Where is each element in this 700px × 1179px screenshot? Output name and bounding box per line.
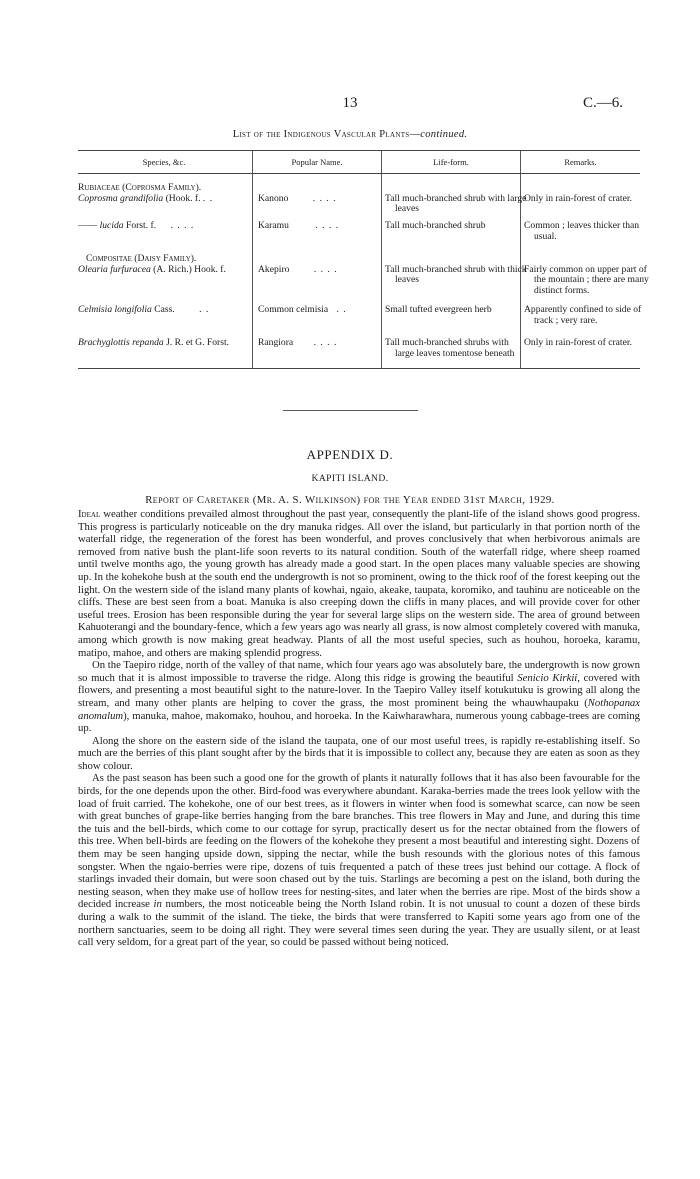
column-divider bbox=[520, 150, 521, 368]
remarks-cell: Apparently confined to side of track ; very rare. bbox=[524, 304, 642, 326]
section-divider bbox=[283, 410, 418, 411]
paragraph-text: , covered with flowers, and presenting a most beautiful sight to the nature-lover. In the Taepiro Valley itself kotukutuku is growing all along the stream, and many other plants are helping to cover the grass, the most prominent being the whauwhaupaku ( bbox=[78, 671, 640, 709]
species-cell bbox=[78, 305, 250, 316]
table-bottom-rule bbox=[78, 368, 640, 369]
popular-name: Common celmisia bbox=[258, 304, 329, 315]
popular-name-cell bbox=[258, 265, 378, 276]
paragraph bbox=[78, 508, 640, 659]
report-body bbox=[78, 508, 640, 949]
life-form-cell: Tall much-branched shrub bbox=[385, 220, 486, 231]
remarks-cell: Common ; leaves thicker than usual. bbox=[524, 220, 640, 242]
appendix-heading: APPENDIX D. bbox=[306, 447, 394, 462]
popular-name: Rangiora bbox=[258, 337, 294, 348]
paragraph bbox=[78, 659, 640, 735]
italic-word: in bbox=[153, 898, 162, 911]
species-cell bbox=[78, 221, 250, 232]
species-italic: Senicio Kirkii bbox=[517, 671, 578, 684]
species-cell bbox=[78, 254, 250, 275]
remarks-cell: Only in rain-forest of crater. bbox=[524, 192, 632, 204]
popular-name-cell bbox=[258, 305, 378, 316]
species-cell bbox=[78, 183, 250, 204]
family-heading: Rubiaceae (Coprosma Family). bbox=[78, 182, 202, 193]
table-title-main: List of the Indigenous Vascular Plants— bbox=[232, 129, 421, 140]
life-form-cell: Tall much-branched shrub with large leaves bbox=[385, 192, 527, 215]
species-name: Brachyglottis repanda bbox=[78, 337, 164, 348]
column-divider bbox=[252, 150, 253, 368]
plants-table bbox=[78, 150, 649, 359]
paragraph-text: On the Taepiro ridge, north of the valley of that name, which four years ago was absolutely bare, the undergrowth is now grown so much that it is almost impossible to traverse the ridge. Along this ridge is growing the beautiful bbox=[78, 659, 640, 684]
life-form-cell: Tall much-branched shrubs with large leaves tomentose beneath bbox=[385, 337, 515, 359]
popular-name: Kanono bbox=[258, 192, 289, 204]
species-authority: Cass. bbox=[154, 304, 175, 315]
remarks-cell: Fairly common on upper part of the mountain ; there are many distinct forms. bbox=[524, 263, 649, 296]
leader-dots: . . . . bbox=[313, 337, 338, 348]
leader-dots: . . . . bbox=[315, 220, 340, 231]
leader-dots: . . . . bbox=[312, 192, 337, 204]
column-header-life-form: Life-form. bbox=[433, 157, 469, 167]
paragraph-text: numbers, the most noticeable being the North Island robin. It is not unusual to count a dozen of these birds during a walk to the summit of the island. The tieke, the birds that were transferred to Kapiti some years ago from one of the northern sanctuaries, seem to be doing all right. They were several times seen during the year. They are usually silent, or at least call very seldom, for a great part of the year, so could be passed without being noticed. bbox=[78, 898, 640, 949]
report-title: Report of Caretaker (Mr. A. S. Wilkinson) for the Year ended 31st March, 1929. bbox=[145, 494, 555, 506]
paragraph bbox=[78, 772, 640, 948]
column-header-remarks: Remarks. bbox=[564, 157, 597, 167]
species-cell bbox=[78, 338, 260, 349]
life-form-cell: Tall much-branched shrub with thick leaves bbox=[385, 263, 527, 286]
island-heading: KAPITI ISLAND. bbox=[311, 473, 389, 484]
table-title bbox=[0, 129, 700, 140]
popular-name: Akepiro bbox=[258, 263, 290, 275]
species-authority: (A. Rich.) Hook. f. bbox=[153, 263, 226, 275]
species-authority: (Hook. f. bbox=[165, 192, 201, 204]
column-divider bbox=[381, 150, 382, 368]
column-header-species: Species, &c. bbox=[142, 157, 186, 167]
leader-dots: . . bbox=[336, 304, 347, 315]
leader-dots: . . . . bbox=[170, 220, 195, 231]
remarks-cell: Only in rain-forest of crater. bbox=[524, 337, 632, 348]
paragraph-text: weather conditions prevailed almost throughout the past year, consequently the plant-life of the island shows good progress. This progress is particularly noticeable on the dry manuka ridges. All over the island, but particularly in that portion north of the waterfall ridge, the regeneration of the forest has been wonderful, and proves conclusively that when herbivorous animals are removed from native bush the plant-life soon reverts to its natural condition. South of the waterfall ridge, where sheep roamed until twelve months ago, the young growth has already made a good start. In the open places many valuable species are showing up. In the kohekohe bush at the south end the undergrowth is not so prominent, owing to the thick roof of the forest keeping out the light. On the western side of the island many plants of kowhai, ngaio, akeake, taupata, koromiko, and tauhinu are noticeable on the cliffs. These are best seen from a boat. Manuka is also creeping down the cliffs in many places, and will provide cover for other useful trees. Erosion has been responsible during the year for several large slips on the western side. The area of ground between Kahuoterangi and the boundary-fence, which a few years ago was nearly all grass, is now almost completely covered with manuka, among which growth is now making great headway. Plants of all the most useful species, such as houhou, horoeka, karamu, matipo, mahoe, and others are making splendid progress. bbox=[78, 508, 640, 659]
paragraph-text: As the past season has been such a good one for the growth of plants it naturally follows that it has also been favourable for the birds, for the one depends upon the other. Bird-food was everywhere abundant. Karaka-berries made the trees look yellow with the load of fruit carried. The kohekohe, one of our best trees, as it flowers in winter when food is somewhat scarce, can now be seen with great bunches of grape-like berries hanging from the bare branches. This tree flowers in May and June, and during this time the tuis and the bell-birds, which come to our cottage for syrup, practically desert us for the nectar obtained from the flowers of this tree. When bell-birds are feeding on the flowers of the kohekohe they present a most beautiful and interesting sight. Dozens of them may be seen hanging upside down, sipping the nectar, while the bush resounds with the glorious notes of this famous songster. When the ngaio-berries were ripe, dozens of tuis frequented a patch of these trees just behind our cottage. A flock of starlings invaded their domain, but were soon chased out by the tuis. Starlings are becoming a pest on the island, both during the nesting season, when they make use of hollow trees for nesting-sites, and later when the berries are ripe. Most of the birds show a decided increase bbox=[78, 772, 640, 911]
table-title-continued: continued. bbox=[420, 129, 468, 140]
document-reference: C.—6. bbox=[583, 95, 624, 111]
paragraph-text: ), manuka, mahoe, makomako, houhou, and horoeka. In the Kaiwharawhara, numerous young cabbage-trees are coming up. bbox=[78, 709, 640, 735]
lead-word: Ideal bbox=[78, 508, 101, 520]
page-number: 13 bbox=[342, 95, 358, 111]
species-name: Coprosma grandifolia bbox=[78, 192, 164, 204]
family-heading: Compositae (Daisy Family). bbox=[86, 253, 197, 264]
species-name: Olearia furfuracea bbox=[78, 263, 151, 275]
species-authority: Forst. f. bbox=[125, 220, 157, 231]
ditto-dash: —— bbox=[78, 220, 98, 231]
popular-name-cell bbox=[258, 194, 378, 205]
table-header-row bbox=[78, 150, 640, 174]
paragraph: Along the shore on the eastern side of the island the taupata, one of our most useful trees, is rapidly re-establishing itself. So much are the berries of this plant sought after by the birds that it is impossible to collect any, because they are eaten as soon as they show colour. bbox=[78, 734, 640, 772]
life-form-cell: Small tufted evergreen herb bbox=[385, 304, 492, 315]
leader-dots: . . . . bbox=[313, 263, 338, 275]
species-name: Celmisia longifolia bbox=[78, 304, 152, 315]
species-authority: J. R. et G. Forst. bbox=[166, 337, 230, 348]
popular-name-cell bbox=[258, 221, 378, 232]
species-name: lucida bbox=[99, 220, 124, 231]
species-italic: Nothopanax anomalum bbox=[78, 696, 640, 722]
leader-dots: . . bbox=[202, 192, 214, 204]
leader-dots: . . bbox=[199, 304, 210, 315]
popular-name: Karamu bbox=[258, 220, 289, 231]
column-header-popular-name: Popular Name. bbox=[291, 157, 343, 167]
popular-name-cell bbox=[258, 338, 378, 349]
